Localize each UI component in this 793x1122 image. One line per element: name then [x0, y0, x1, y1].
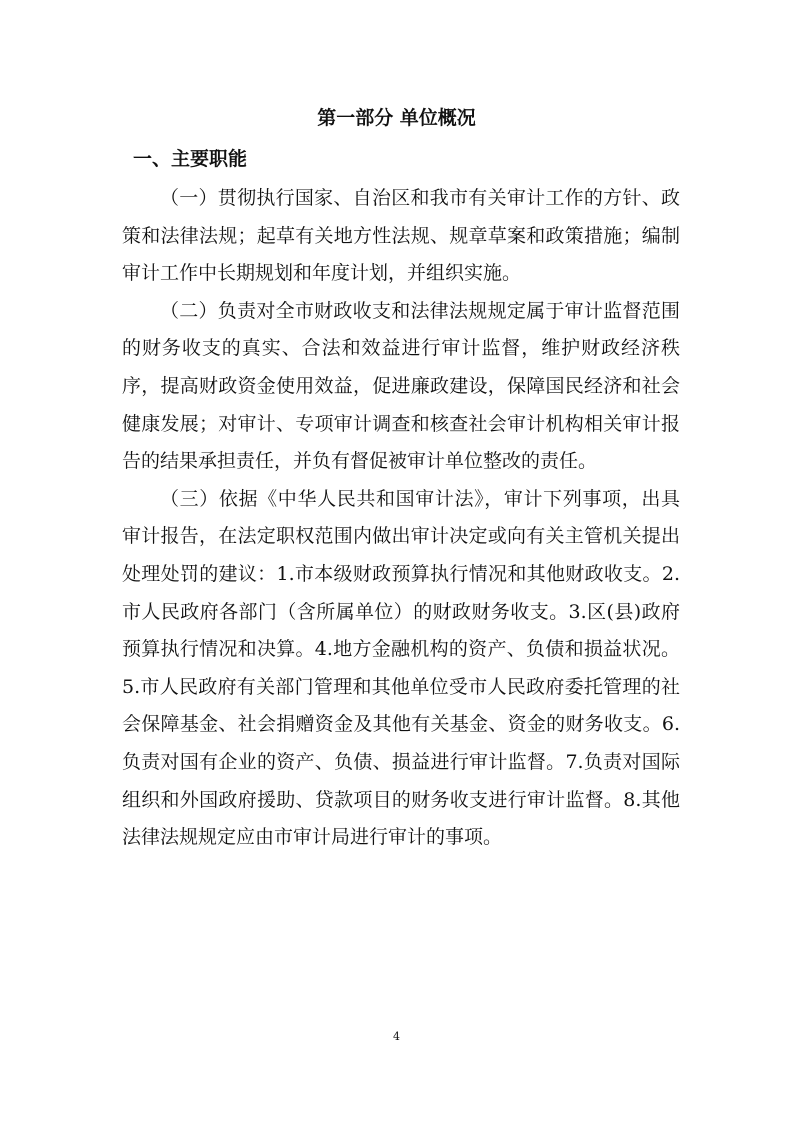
part-title: 第一部分 单位概况	[317, 107, 476, 129]
page-number: 4	[393, 1030, 400, 1043]
section-heading: 一、主要职能	[133, 148, 248, 170]
paragraph-2: （二）负责对全市财政收支和法律法规规定属于审计监督范围的财务收支的真实、合法和效益进行审计监督，维护财政经济秩序，提高财政资金使用效益，促进廉政建设，保障国民经济和社会健康发展；对审计、专项审计调查和核查社会审计机构相关审计报告的结果承担责任，并负有督促被审计单位整改的责任。	[122, 299, 680, 473]
body-text	[122, 180, 680, 857]
paragraph-1: （一）贯彻执行国家、自治区和我市有关审计工作的方针、政策和法律法规；起草有关地方性法规、规章草案和政策措施；编制审计工作中长期规划和年度计划，并组织实施。	[122, 187, 680, 285]
paragraph-3: （三）依据《中华人民共和国审计法》，审计下列事项，出具审计报告，在法定职权范围内做出审计决定或向有关主管机关提出处理处罚的建议：1.市本级财政预算执行情况和其他财政收支。2.市人民政府各部门（含所属单位）的财政财务收支。3.区(县)政府预算执行情况和决算。4.地方金融机构的资产、负债和损益状况。5.市人民政府有关部门管理和其他单位受市人民政府委托管理的社会保障基金、社会捐赠资金及其他有关基金、资金的财务收支。6.负责对国有企业的资产、负债、损益进行审计监督。7.负责对国际组织和外国政府援助、贷款项目的财务收支进行审计监督。8.其他法律法规规定应由市审计局进行审计的事项。	[122, 487, 680, 849]
